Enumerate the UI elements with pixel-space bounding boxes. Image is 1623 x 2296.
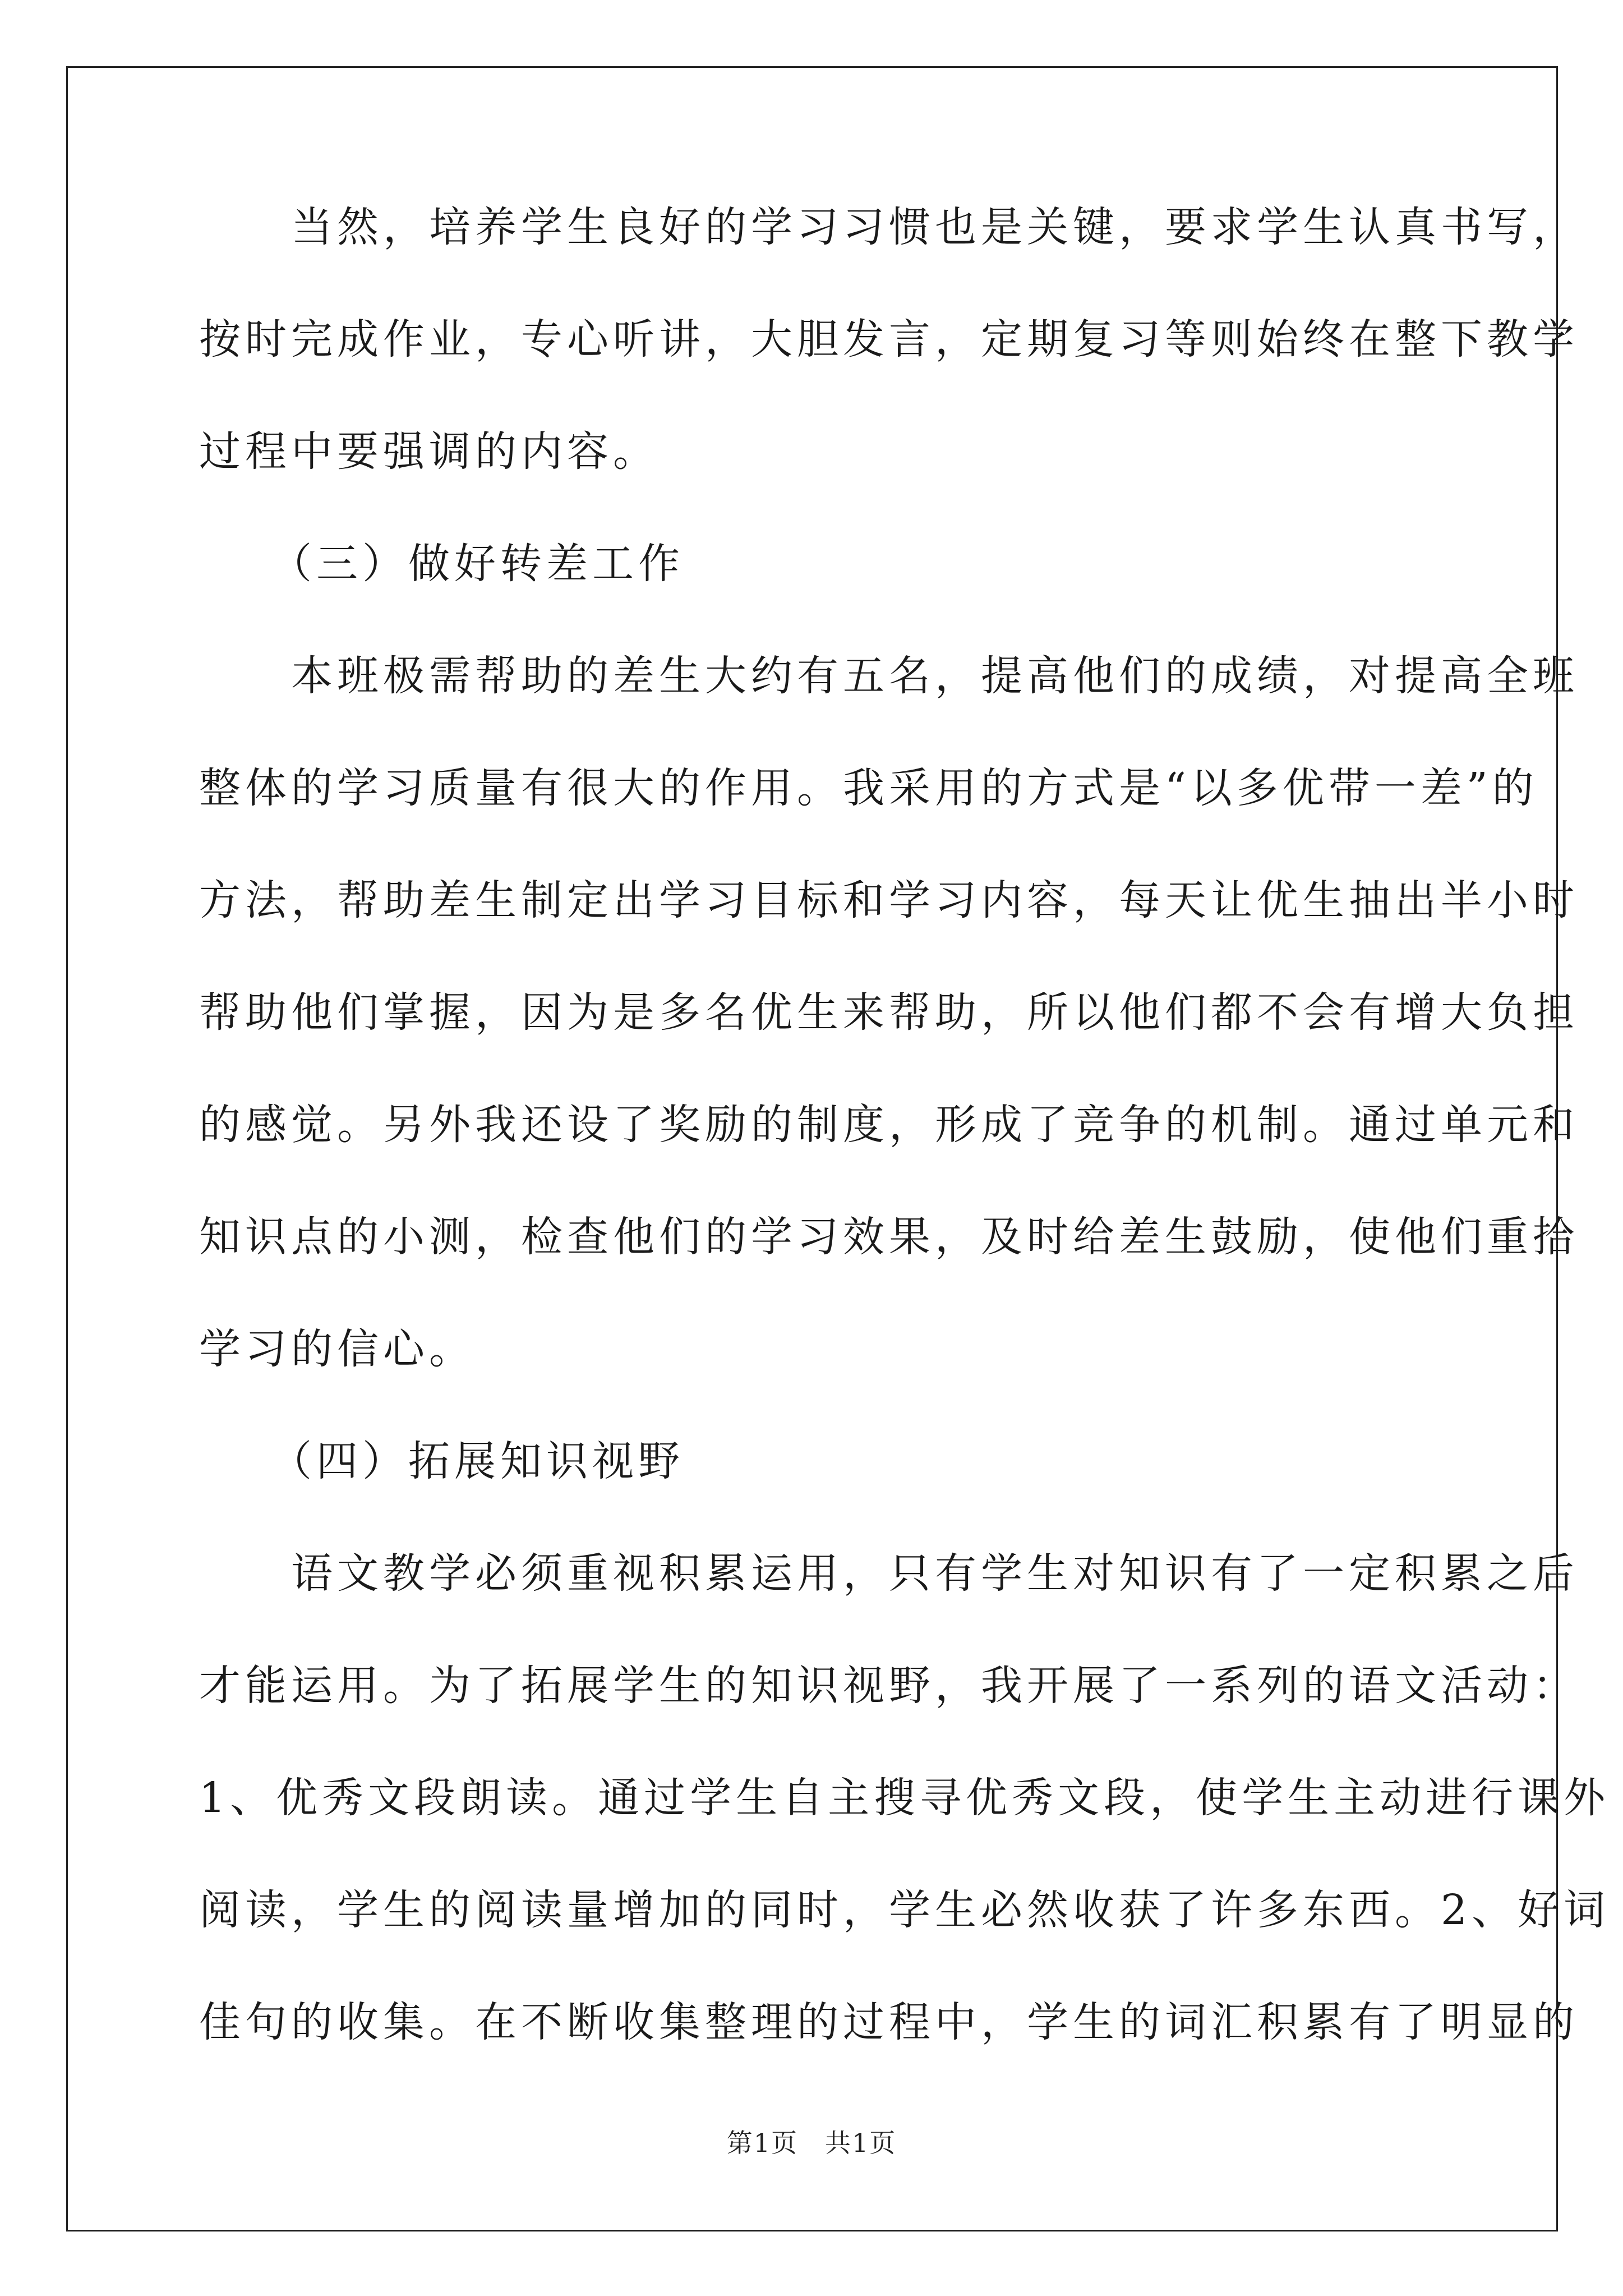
section-heading: （四）拓展知识视野 [199,1437,684,1485]
text-line: 才能运用。为了拓展学生的知识视野，我开展了一系列的语文活动： [199,1662,1579,1710]
text-line: 阅读，学生的阅读量增加的同时，学生必然收获了许多东西。2、好词 [199,1886,1610,1934]
text-line: 过程中要强调的内容。 [199,427,659,476]
text-line: 佳句的收集。在不断收集整理的过程中，学生的词汇积累有了明显的 [199,1998,1579,2046]
text-line: 按时完成作业，专心听讲，大胆发言，定期复习等则始终在整下教学 [199,315,1579,364]
text-line: 当然，培养学生良好的学习习惯也是关键，要求学生认真书写， [199,203,1579,251]
page-number-footer: 第1页 共1页 [726,2128,897,2158]
text-line: 语文教学必须重视积累运用，只有学生对知识有了一定积累之后 [199,1549,1579,1598]
text-line: 本班极需帮助的差生大约有五名，提高他们的成绩，对提高全班 [199,652,1579,700]
text-line: 方法，帮助差生制定出学习目标和学习内容，每天让优生抽出半小时 [199,876,1579,924]
text-line: 的感觉。另外我还设了奖励的制度，形成了竞争的机制。通过单元和 [199,1101,1579,1149]
text-line: 学习的信心。 [199,1325,475,1373]
text-line: 知识点的小测，检查他们的学习效果，及时给差生鼓励，使他们重拾 [199,1213,1579,1261]
text-line: 帮助他们掌握，因为是多名优生来帮助，所以他们都不会有增大负担 [199,988,1579,1037]
text-line: 整体的学习质量有很大的作用。我采用的方式是“以多优带一差”的 [199,764,1538,812]
text-line: 1、优秀文段朗读。通过学生自主搜寻优秀文段，使学生主动进行课外 [199,1774,1610,1822]
section-heading: （三）做好转差工作 [199,540,684,588]
